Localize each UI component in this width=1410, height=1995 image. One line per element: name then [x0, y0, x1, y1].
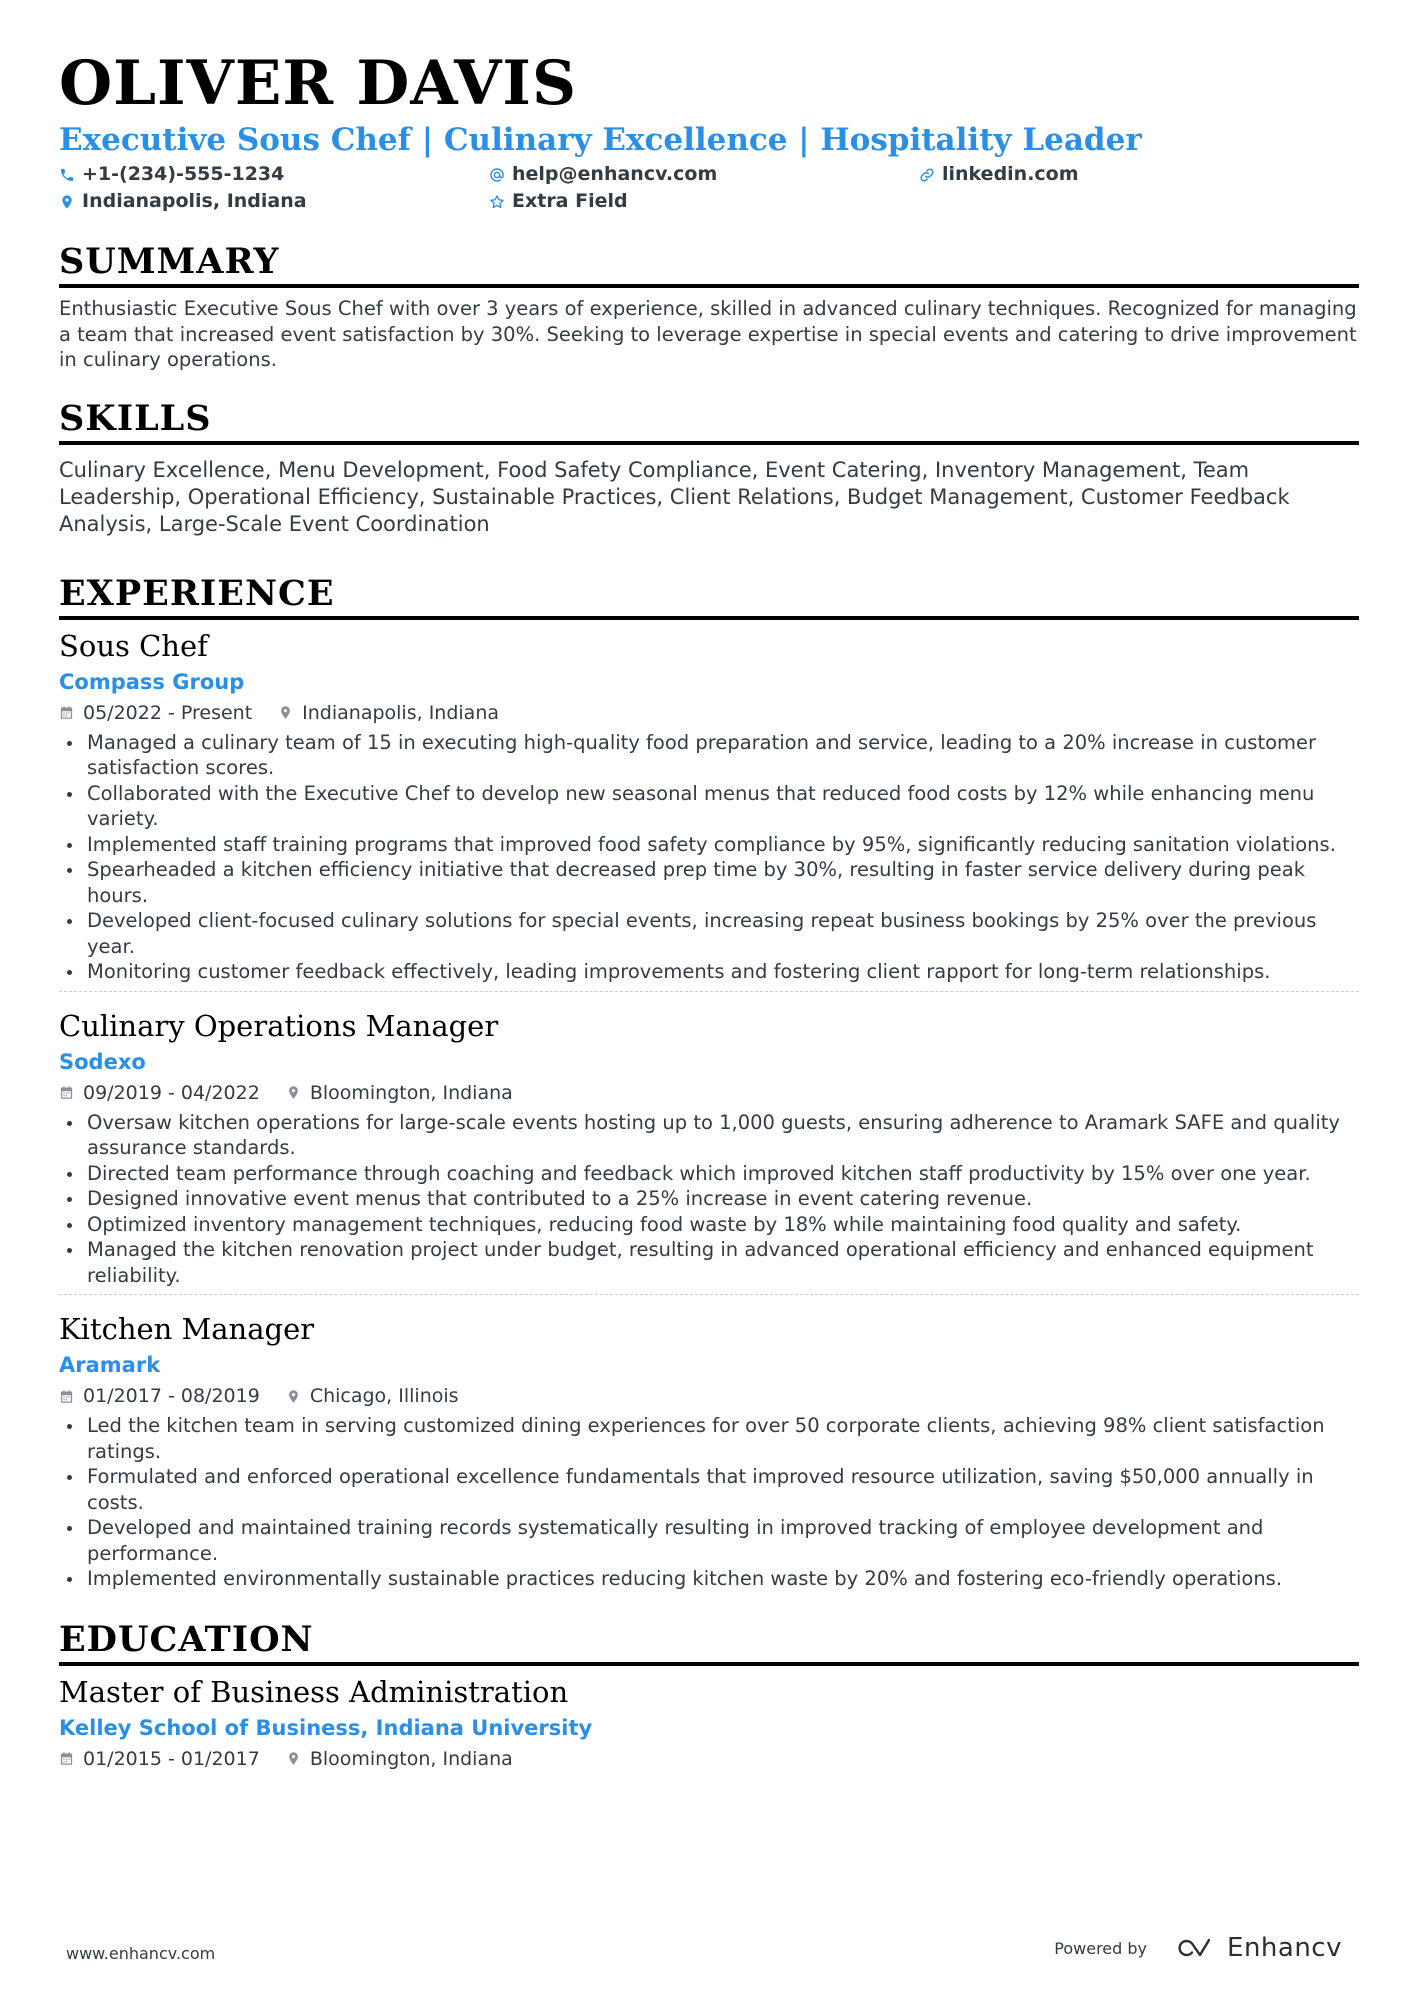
summary-title: SUMMARY: [59, 240, 1359, 288]
job-bullet: Directed team performance through coaching and feedback which improved kitchen staff productivity by 15% over one year.: [59, 1161, 1359, 1187]
job-bullet: Spearheaded a kitchen efficiency initiative that decreased prep time by 30%, resulting in faster service delivery during peak hours.: [59, 857, 1359, 908]
summary-text: Enthusiastic Executive Sous Chef with over 3 years of experience, skilled in advanced culinary techniques. Recognized for managing a team that increased event satisfaction by 30%. Seeking to leverage expertise in special events and catering to drive improvement in culinary operations.: [59, 297, 1357, 371]
calendar-icon: [59, 1389, 74, 1404]
job-meta: [59, 1080, 1359, 1106]
job-location: Chicago, Illinois: [309, 1385, 459, 1407]
contact-email-text: help@enhancv.com: [512, 163, 718, 185]
job-bullet: Implemented staff training programs that improved food safety compliance by 95%, significantly reducing sanitation violations.: [59, 832, 1359, 858]
location-pin-icon: [286, 1389, 301, 1404]
calendar-icon: [59, 705, 74, 720]
location-pin-icon: [286, 1085, 301, 1100]
experience-entry: [59, 628, 1359, 991]
skills-section: [59, 397, 1359, 538]
job-meta: [59, 1383, 1359, 1409]
contact-location-text: Indianapolis, Indiana: [82, 190, 307, 212]
job-bullets: [59, 1413, 1359, 1592]
education-section: [59, 1618, 1359, 1778]
contact-phone-text: +1-(234)-555-1234: [82, 163, 285, 185]
job-dates: 01/2017 - 08/2019: [83, 1385, 260, 1407]
contact-phone[interactable]: [59, 162, 489, 187]
experience-title: EXPERIENCE: [59, 572, 1359, 620]
resume-page: [59, 48, 1359, 1778]
location-pin-icon: [286, 1751, 301, 1766]
education-meta: [59, 1746, 1359, 1772]
education-entry: [59, 1674, 1359, 1778]
contact-extra: [489, 189, 919, 214]
calendar-icon: [59, 1751, 74, 1766]
calendar-icon: [59, 1085, 74, 1100]
job-bullets: [59, 730, 1359, 985]
candidate-headline: Executive Sous Chef | Culinary Excellence | Hospitality Leader: [59, 122, 1142, 158]
job-bullet: Optimized inventory management techniques, reducing food waste by 18% while maintaining food quality and safety.: [59, 1212, 1359, 1238]
job-company: Compass Group: [59, 669, 245, 694]
star-icon: [489, 194, 505, 210]
job-dates: 05/2022 - Present: [83, 701, 253, 724]
job-bullet: Oversaw kitchen operations for large-scale events hosting up to 1,000 guests, ensuring adherence to Aramark SAFE and quality assurance standards.: [59, 1110, 1359, 1161]
experience-entry: [59, 1294, 1359, 1598]
location-pin-icon: [59, 194, 75, 210]
footer-brand: Enhancv: [1227, 1933, 1342, 1963]
contact-list: [59, 162, 1359, 214]
job-bullet: Designed innovative event menus that contributed to a 25% increase in event catering revenue.: [59, 1186, 1359, 1212]
job-role: Sous Chef: [59, 628, 208, 663]
contact-extra-text: Extra Field: [512, 190, 628, 212]
education-dates: 01/2015 - 01/2017: [83, 1747, 260, 1770]
job-location: Indianapolis, Indiana: [302, 701, 500, 724]
job-dates: 09/2019 - 04/2022: [83, 1081, 260, 1104]
enhancv-logo-icon: [1175, 1936, 1219, 1960]
job-bullets: [59, 1110, 1359, 1289]
job-bullet: Developed and maintained training records systematically resulting in improved tracking of employee development and performance.: [59, 1515, 1359, 1566]
education-title: EDUCATION: [59, 1618, 1359, 1666]
job-bullet: Led the kitchen team in serving customized dining experiences for over 50 corporate clients, achieving 98% client satisfaction ratings.: [59, 1413, 1359, 1464]
job-bullet: Monitoring customer feedback effectively, leading improvements and fostering client rapport for long-term relationships.: [59, 959, 1359, 985]
footer-powered-by: Powered by: [1054, 1938, 1148, 1958]
job-bullet: Developed client-focused culinary solutions for special events, increasing repeat business bookings by 25% over the previous year.: [59, 908, 1359, 959]
job-company: Aramark: [59, 1353, 161, 1377]
candidate-name: OLIVER DAVIS: [59, 48, 578, 119]
skills-text: Culinary Excellence, Menu Development, Food Safety Compliance, Event Catering, Inventory Management, Team Leadership, Operational Efficiency, Sustainable Practices, Client Relations, Budget Management, Customer Feedback Analysis, Large-Scale Event Coordination: [59, 457, 1290, 536]
job-bullet: Implemented environmentally sustainable practices reducing kitchen waste by 20% and fostering eco-friendly operations.: [59, 1566, 1359, 1592]
at-sign-icon: [489, 167, 505, 183]
job-company: Sodexo: [59, 1049, 146, 1074]
location-pin-icon: [278, 705, 293, 720]
footer-website[interactable]: www.enhancv.com: [66, 1944, 216, 1963]
resume-header: [59, 48, 1359, 214]
skills-title: SKILLS: [59, 397, 1359, 445]
experience-entry: [59, 991, 1359, 1295]
job-location: Bloomington, Indiana: [309, 1081, 513, 1104]
footer-branding[interactable]: [1054, 1933, 1342, 1963]
job-bullet: Managed the kitchen renovation project under budget, resulting in advanced operational efficiency and enhanced equipment reliability.: [59, 1237, 1359, 1288]
experience-section: [59, 572, 1359, 1598]
education-school: Kelley School of Business, Indiana University: [59, 1715, 593, 1740]
contact-linkedin-text: linkedin.com: [942, 163, 1079, 185]
contact-email[interactable]: [489, 162, 919, 187]
job-role: Culinary Operations Manager: [59, 1008, 499, 1043]
education-degree: Master of Business Administration: [59, 1674, 569, 1709]
education-location: Bloomington, Indiana: [309, 1747, 513, 1770]
summary-section: [59, 240, 1359, 373]
job-meta: [59, 700, 1359, 726]
phone-icon: [59, 167, 75, 183]
contact-location: [59, 189, 489, 214]
job-bullet: Formulated and enforced operational excellence fundamentals that improved resource utilization, saving $50,000 annually in costs.: [59, 1464, 1359, 1515]
job-bullet: Collaborated with the Executive Chef to develop new seasonal menus that reduced food costs by 12% while enhancing menu variety.: [59, 781, 1359, 832]
contact-linkedin[interactable]: [919, 162, 1349, 187]
job-role: Kitchen Manager: [59, 1312, 315, 1346]
link-icon: [919, 167, 935, 183]
job-bullet: Managed a culinary team of 15 in executing high-quality food preparation and service, leading to a 20% increase in customer satisfaction scores.: [59, 730, 1359, 781]
